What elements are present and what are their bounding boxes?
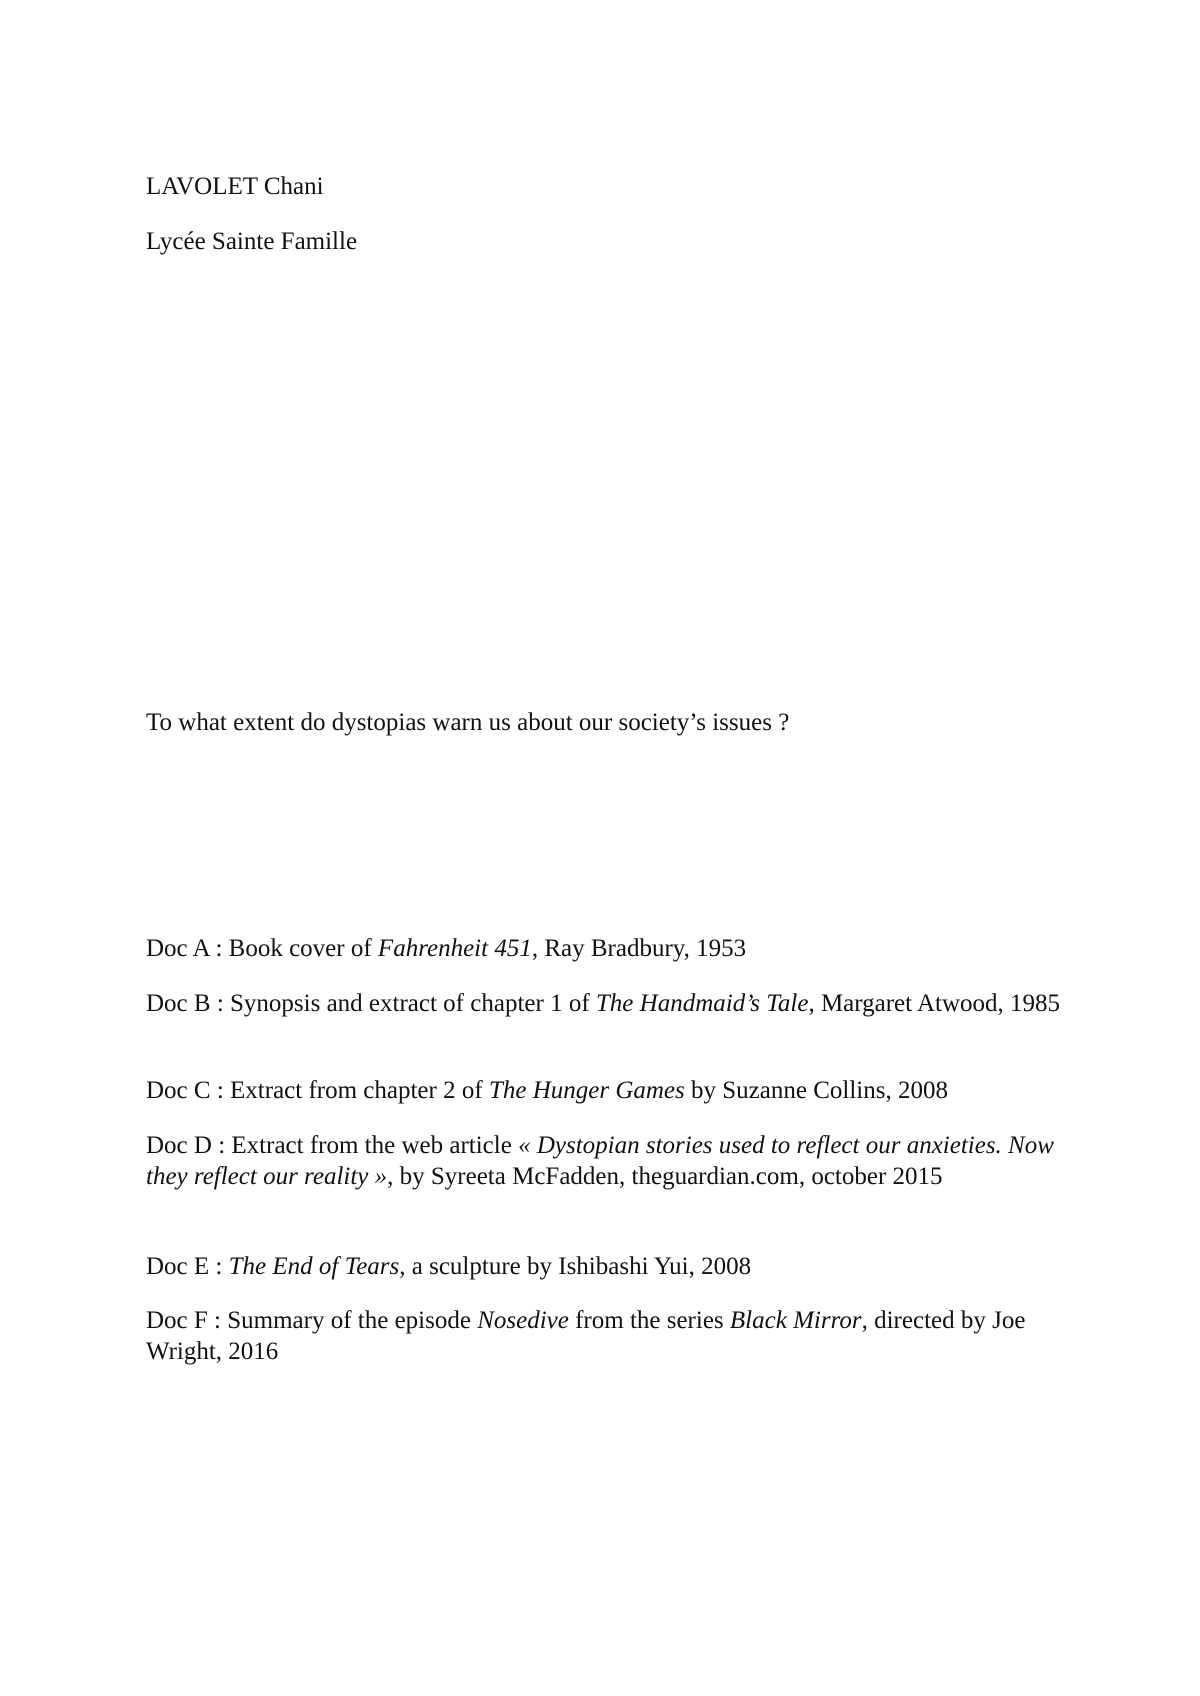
document-text: Doc F : Summary of the episode bbox=[146, 1307, 478, 1334]
document-text: Doc E : bbox=[146, 1253, 229, 1280]
document-title-text: The End of Tears bbox=[228, 1253, 400, 1280]
author-name: LAVOLET Chani bbox=[146, 173, 324, 200]
school-name: Lycée Sainte Famille bbox=[146, 228, 358, 255]
document-text: from the series bbox=[568, 1307, 730, 1334]
document-text: Doc D : Extract from the web article bbox=[146, 1132, 519, 1159]
document-text: , directed by Joe Wright, 2016 bbox=[146, 1307, 1032, 1365]
document-title-text: Black Mirror bbox=[729, 1307, 862, 1334]
document-text: Doc C : Extract from chapter 2 of bbox=[146, 1077, 489, 1104]
document-item-c bbox=[146, 1075, 1086, 1106]
document-text: , Margaret Atwood, 1985 bbox=[808, 990, 1061, 1017]
document-text: Doc A : Book cover of bbox=[146, 935, 378, 962]
document-title-text: The Handmaid’s Tale bbox=[595, 990, 809, 1017]
document-item-d bbox=[146, 1130, 1086, 1192]
document-title-text: Fahrenheit 451 bbox=[377, 935, 532, 962]
document-item-a bbox=[146, 933, 1086, 964]
document-title-text: « Dystopian stories used to reflect our anxieties. Now they reflect our reality » bbox=[146, 1132, 1061, 1190]
document-item-e bbox=[146, 1251, 1086, 1282]
document-text: , a sculpture by Ishibashi Yui, 2008 bbox=[399, 1253, 752, 1280]
document-item-f bbox=[146, 1305, 1086, 1367]
document-text: by Suzanne Collins, 2008 bbox=[684, 1077, 948, 1104]
document-text: , by Syreeta McFadden, theguardian.com, october 2015 bbox=[387, 1163, 943, 1190]
document-text: , Ray Bradbury, 1953 bbox=[531, 935, 747, 962]
essay-question: To what extent do dystopias warn us about our society’s issues ? bbox=[146, 709, 790, 736]
document-title-text: The Hunger Games bbox=[488, 1077, 685, 1104]
document-text: Doc B : Synopsis and extract of chapter 1 of bbox=[146, 990, 596, 1017]
document-item-b bbox=[146, 988, 1086, 1019]
document-title-text: Nosedive bbox=[477, 1307, 569, 1334]
